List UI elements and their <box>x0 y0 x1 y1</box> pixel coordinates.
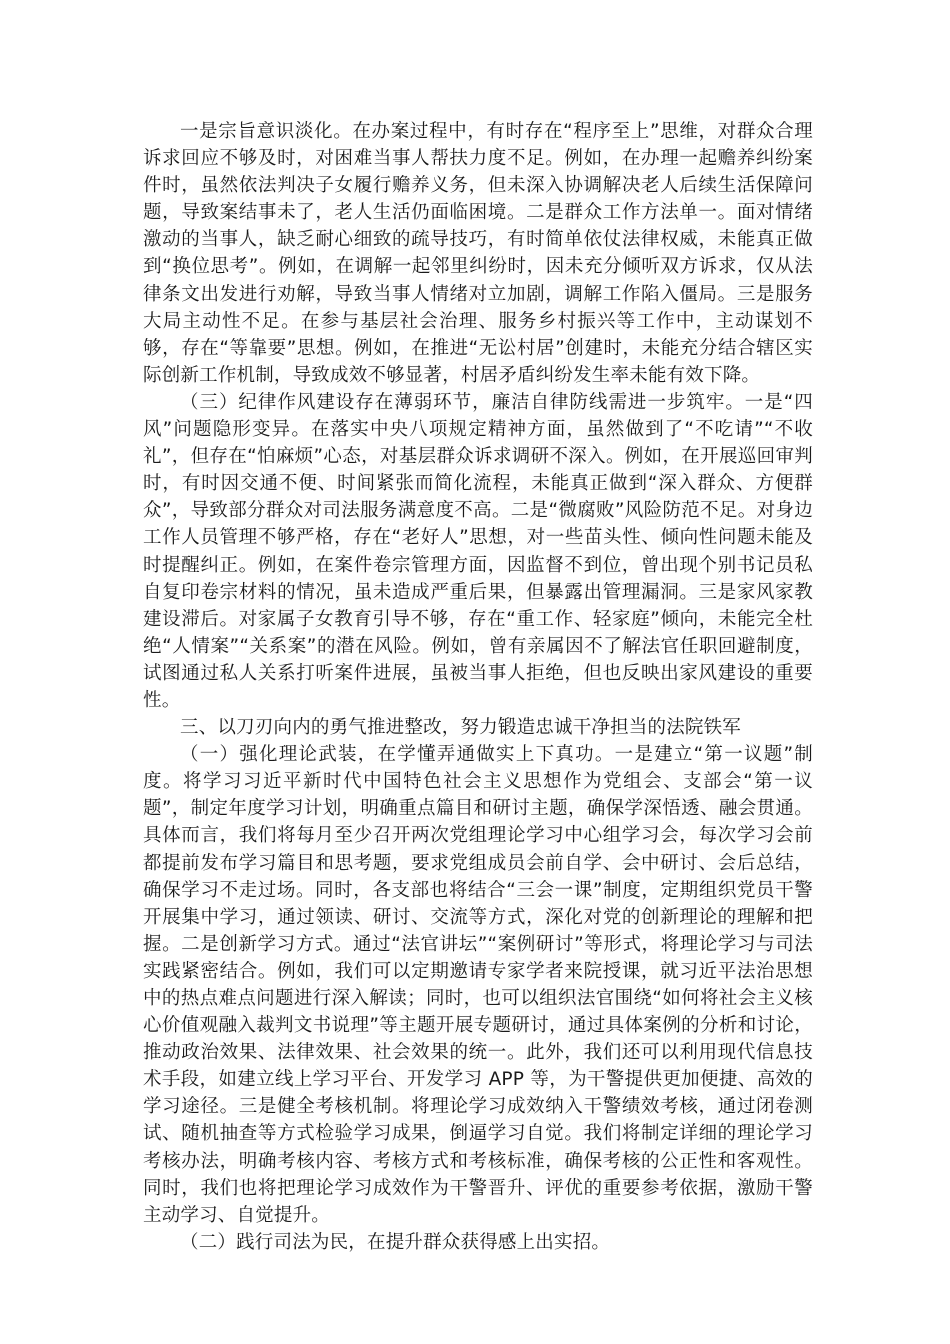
paragraph-justice-for-people: （二）践行司法为民，在提升群众获得感上出实招。 <box>180 1231 611 1253</box>
document-page <box>143 118 813 1256</box>
section-heading-rectification: 三、以刀刃向内的勇气推进整改，努力锻造忠诚干净担当的法院铁军 <box>180 717 742 739</box>
paragraph-purpose-awareness: 一是宗旨意识淡化。在办案过程中，有时存在“程序至上”思维，对群众合理诉求回应不够及时，对困难当事人帮扶力度不足。例如，在办理一起赡养纠纷案件时，虽然依法判决子女履行赡养义务，但未深入协调解决老人后续生活保障问题，导致案结事未了，老人生活仍面临困境。二是群众工作方法单一。面对情绪激动的当事人，缺乏耐心细致的疏导技巧，有时简单依仗法律权威，未能真正做到“换位思考”。例如，在调解一起邻里纠纷时，因未充分倾听双方诉求，仅从法律条文出发进行劝解，导致当事人情绪对立加剧，调解工作陷入僵局。三是服务大局主动性不足。在参与基层社会治理、服务乡村振兴等工作中，主动谋划不够，存在“等靠要”思想。例如，在推进“无讼村居”创建时，未能充分结合辖区实际创新工作机制，导致成效不够显著，村居矛盾纠纷发生率未能有效下降。 <box>143 121 813 386</box>
paragraph-discipline-style: （三）纪律作风建设存在薄弱环节，廉洁自律防线需进一步筑牢。一是“四风”问题隐形变异。在落实中央八项规定精神方面，虽然做到了“不吃请”“不收礼”，但存在“怕麻烦”心态，对基层群众诉求调研不深入。例如，在开展巡回审判时，有时因交通不便、时间紧张而简化流程，未能真正做到“深入群众、方便群众”，导致部分群众对司法服务满意度不高。二是“微腐败”风险防范不足。对身边工作人员管理不够严格，存在“老好人”思想，对一些苗头性、倾向性问题未能及时提醒纠正。例如，在案件卷宗管理方面，因监督不到位，曾出现个别书记员私自复印卷宗材料的情况，虽未造成严重后果，但暴露出管理漏洞。三是家风家教建设滞后。对家属子女教育引导不够，存在“重工作、轻家庭”倾向，未能完全杜绝“人情案”“关系案”的潜在风险。例如，曾有亲属因不了解法官任职回避制度，试图通过私人关系打听案件进展，虽被当事人拒绝，但也反映出家风建设的重要性。 <box>143 391 813 711</box>
paragraph-theory-study: （一）强化理论武装，在学懂弄通做实上下真功。一是建立“第一议题”制度。将学习习近平新时代中国特色社会主义思想作为党组会、支部会“第一议题”，制定年度学习计划，明确重点篇目和研讨主题，确保学深悟透、融会贯通。具体而言，我们将每月至少召开两次党组理论学习中心组学习会，每次学习会前都提前发布学习篇目和思考题，要求党组成员会前自学、会中研讨、会后总结，确保学习不走过场。同时，各支部也将结合“三会一课”制度，定期组织党员干警开展集中学习，通过领读、研讨、交流等方式，深化对党的创新理论的理解和把握。二是创新学习方式。通过“法官讲坛”“案例研讨”等形式，将理论学习与司法实践紧密结合。例如，我们可以定期邀请专家学者来院授课，就习近平法治思想中的热点难点问题进行深入解读；同时，也可以组织法官围绕“如何将社会主义核心价值观融入裁判文书说理”等主题开展专题研讨，通过具体案例的分析和讨论，推动政治效果、法律效果、社会效果的统一。此外，我们还可以利用现代信息技术手段，如建立线上学习平台、开发学习 APP 等，为干警提供更加便捷、高效的学习途径。三是健全考核机制。将理论学习成效纳入干警绩效考核，通过闭卷测试、随机抽查等方式检验学习成果，倒逼学习自觉。我们将制定详细的理论学习考核办法，明确考核内容、考核方式和考核标准，确保考核的公正性和客观性。同时，我们也将把理论学习成效作为干警晋升、评优的重要参考依据，激励干警主动学习、自觉提升。 <box>143 744 813 1226</box>
